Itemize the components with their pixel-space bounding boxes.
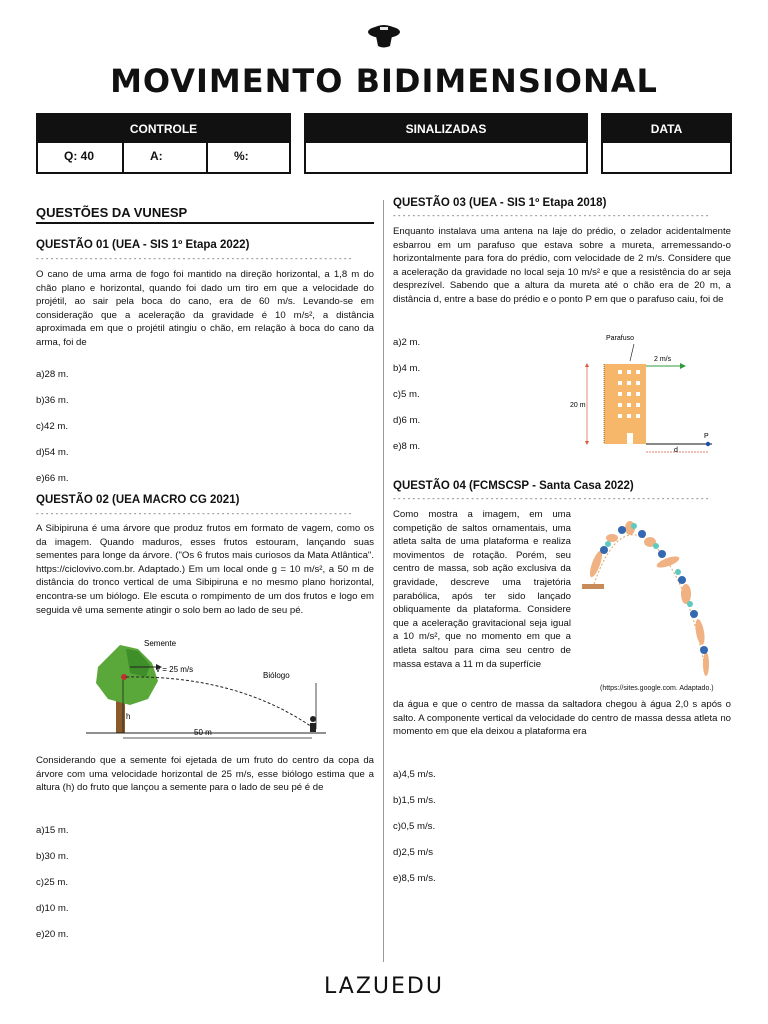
q2-dashed-line: - - - - - - - - - - - - - - - - - - - - - - - - - - - - - - - - - - - - - - - - - - - - - - - - - - - - - - - - - - - - - - - - - [36, 509, 352, 518]
q3-title: QUESTÃO 03 (UEA - SIS 1º Etapa 2018) [393, 197, 607, 209]
q2-title: QUESTÃO 02 (UEA MACRO CG 2021) [36, 494, 240, 506]
fig-velocity-label-2: 2 m/s [654, 356, 672, 363]
q4-option-c[interactable]: c)0,5 m/s. [393, 821, 436, 832]
section-rule [36, 222, 374, 224]
sinalizadas-header: SINALIZADAS [306, 115, 586, 143]
q3-option-c[interactable]: c)5 m. [393, 389, 420, 400]
data-field[interactable] [603, 143, 730, 172]
section-title: QUESTÕES DA VUNESP [36, 205, 188, 220]
q2-option-d[interactable]: d)10 m. [36, 903, 69, 914]
q3-option-d[interactable]: d)6 m. [393, 415, 421, 426]
q2-text: A Sibipiruna é uma árvore que produz frutos em formato de vagem, como os da imagem. Quando maduros, esses frutos estouram, lançando suas sementes para longe da árvore. ("Os 6 frutos mais curiosos da Mata Atlântica". https://ciclovivo.com.br. Adaptado.) Em um local onde g = 10 m/s², a 50 m de distância do tronco vertical de uma Sibipiruna e no mesmo plano horizontal, encontra-se um biólogo. Ele escuta o rompimento de um dos frutos e logo em seguida vê uma semente atingir o solo bem ao lado de seu pé. [36, 523, 374, 616]
q2-option-c[interactable]: c)25 m. [36, 877, 68, 888]
q1-title: QUESTÃO 01 (UEA - SIS 1º Etapa 2022) [36, 239, 250, 251]
diver-figure [582, 514, 722, 682]
fig-semente-label: Semente [144, 639, 177, 648]
data-box [601, 113, 732, 174]
fig-p-label: P [704, 433, 709, 440]
page-title: MOVIMENTO BIDIMENSIONAL [110, 62, 658, 100]
fig-h-label: h [126, 712, 131, 721]
footer-brand-logo: LAZUEDU [324, 974, 444, 999]
q4-options [393, 762, 436, 892]
q3-option-e[interactable]: e)8 m. [393, 441, 421, 452]
fig-d-label: d [674, 447, 678, 454]
questions-count: Q: 40 [64, 149, 95, 163]
q3-options [393, 330, 420, 460]
q1-option-b[interactable]: b)36 m. [36, 395, 69, 406]
sinalizadas-box [304, 113, 588, 174]
q4-dashed-line: - - - - - - - - - - - - - - - - - - - - - - - - - - - - - - - - - - - - - - - - - - - - - - - - - - - - - - - - - - - - - - - - - [393, 494, 709, 503]
fig-biologo-label: Biólogo [263, 671, 290, 680]
q1-option-d[interactable]: d)54 m. [36, 447, 69, 458]
q1-options [36, 362, 69, 492]
q4-title: QUESTÃO 04 (FCMSCSP - Santa Casa 2022) [393, 480, 634, 492]
q1-dashed-line: - - - - - - - - - - - - - - - - - - - - - - - - - - - - - - - - - - - - - - - - - - - - - - - - - - - - - - - - - - - - - - - - - [36, 254, 352, 263]
fig-height-label: 20 m [570, 402, 586, 409]
answered-field[interactable]: A: [122, 143, 206, 172]
percent-field[interactable]: %: [206, 143, 289, 172]
q3-option-a[interactable]: a)2 m. [393, 337, 421, 348]
column-divider [383, 200, 384, 962]
q1-option-c[interactable]: c)42 m. [36, 421, 68, 432]
q1-option-a[interactable]: a)28 m. [36, 369, 69, 380]
q4-option-e[interactable]: e)8,5 m/s. [393, 873, 436, 884]
q4-option-a[interactable]: a)4,5 m/s. [393, 769, 436, 780]
q1-option-e[interactable]: e)66 m. [36, 473, 69, 484]
q1-text: O cano de uma arma de fogo foi mantido na direção horizontal, a 1,8 m do chão plano e horizontal, quando foi dado um tiro em que a velocidade do projétil, ao sair pela boca do cano, era de 60 m/s. Levando-se em consideração que a aceleração da gravidade é 10 m/s², a distância aproximada em que o projétil atingiu o chão, em relação à boca do cano da arma, foi de [36, 269, 374, 348]
controle-box [36, 113, 291, 174]
sinalizadas-field[interactable] [306, 143, 586, 172]
tree-projectile-figure [86, 637, 326, 743]
q2-option-b[interactable]: b)30 m. [36, 851, 69, 862]
q3-dashed-line: - - - - - - - - - - - - - - - - - - - - - - - - - - - - - - - - - - - - - - - - - - - - - - - - - - - - - - - - - - - - - - - - - [393, 211, 709, 220]
q4-text: Como mostra a imagem, em uma competição de saltos ornamentais, uma atleta salta de uma plataforma e realiza movimentos de rotação. Porém, seu centro de massa, sob ação exclusiva da gravidade, descreve uma trajetória parabólica, após ter sido lançado obliquamente da plataforma. Considere que a aceleração gravitacional seja igual a 10 m/s², que no momento em que a atleta saltou para cima seu centro de massa estava a 11 m da superfície [393, 509, 571, 670]
q2-text-2: Considerando que a semente foi ejetada de um fruto do centro da copa da árvore com uma velocidade horizontal de 25 m/s, esse biólogo estima que a altura (h) do fruto que lançou a semente para o lado de seu pé é de [36, 755, 374, 794]
q2-option-a[interactable]: a)15 m. [36, 825, 69, 836]
fig-parafuso-label: Parafuso [606, 335, 635, 342]
q4-option-d[interactable]: d)2,5 m/s [393, 847, 433, 858]
fig-distance-label: 50 m [194, 728, 212, 737]
q2-options [36, 818, 69, 948]
fig-velocity-label: v = 25 m/s [156, 665, 194, 674]
q2-option-e[interactable]: e)20 m. [36, 929, 69, 940]
q4-option-b[interactable]: b)1,5 m/s. [393, 795, 436, 806]
q4-text-2: da água e que o centro de massa da saltadora chegou à água 2,0 s após o salto. A componente vertical da velocidade do centro de massa dessa atleta no momento em que ela deixou a plataforma era [393, 699, 731, 738]
q3-option-b[interactable]: b)4 m. [393, 363, 421, 374]
building-figure [566, 330, 726, 460]
q3-text: Enquanto instalava uma antena na laje do prédio, o zelador acidentalmente esbarrou em um parafuso que estava sobre a mureta, arremessando-o horizontalmente para fora do prédio, com velocidade de 2 m/s. Considere que a aceleração da gravidade no local seja 10 m/s² e que a resistência do ar seja desprezível. Sabendo que a altura da mureta até o chão era de 20 m, a distância d, entre a base do prédio e o ponto P em que o parafuso caiu, foi de [393, 226, 731, 305]
data-header: DATA [603, 115, 730, 143]
q4-figure-caption: (https://sites.google.com. Adaptado.) [600, 685, 714, 692]
graduation-cap-icon [366, 18, 402, 50]
controle-header: CONTROLE [38, 115, 289, 143]
